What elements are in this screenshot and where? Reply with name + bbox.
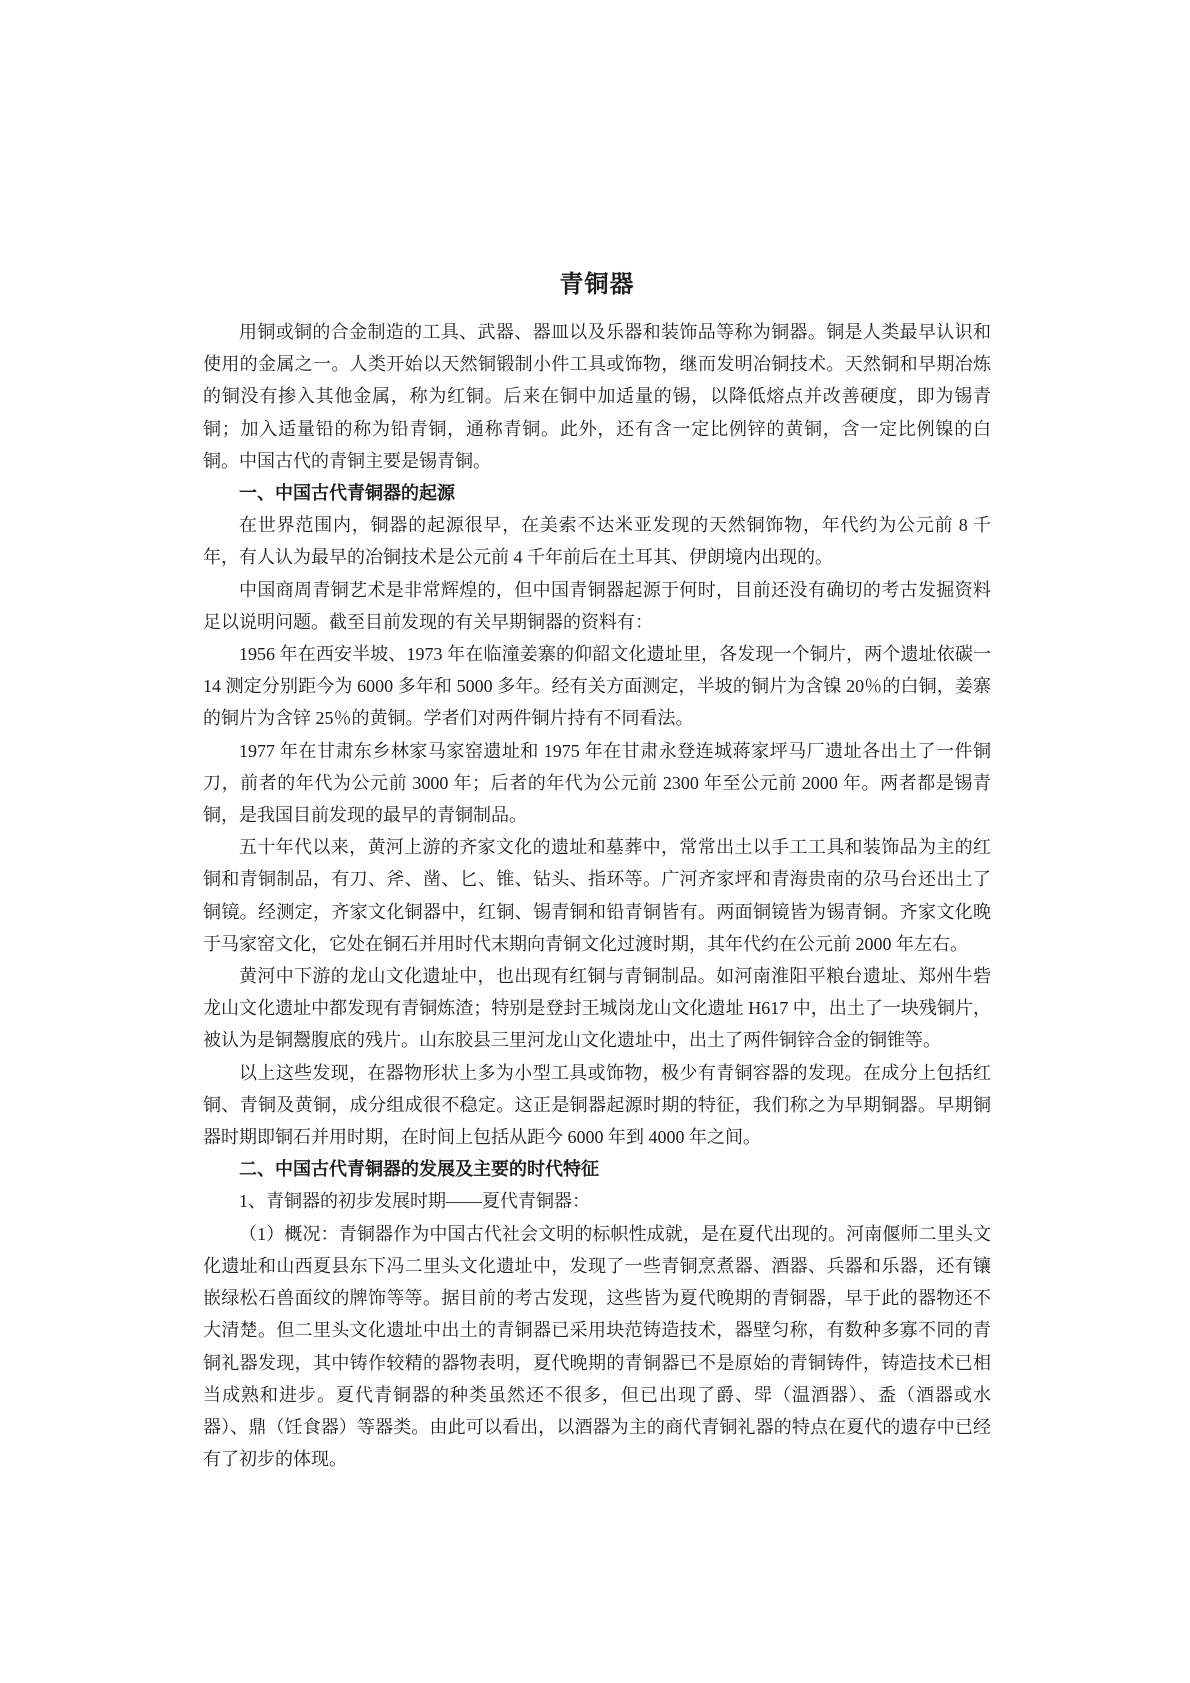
paragraph: 用铜或铜的合金制造的工具、武器、器皿以及乐器和装饰品等称为铜器。铜是人类最早认识和使用的金属之一。人类开始以天然铜锻制小件工具或饰物，继而发明冶铜技术。天然铜和早期冶炼的铜没有掺入其他金属，称为红铜。后来在铜中加适量的锡，以降低熔点并改善硬度，即为锡青铜；加入适量铅的称为铅青铜，通称青铜。此外，还有含一定比例锌的黄铜，含一定比例镍的白铜。中国古代的青铜主要是锡青铜。 [203, 322, 991, 471]
document-content [203, 268, 991, 1475]
document-title: 青铜器 [559, 272, 635, 298]
document-body [203, 316, 991, 1475]
paragraph: 1977 年在甘肃东乡林家马家窑遗址和 1975 年在甘肃永登连城蒋家坪马厂遗址各出土了一件铜刀，前者的年代为公元前 3000 年；后者的年代为公元前 2300 年至公元前 2000 年。两者都是锡青铜，是我国目前发现的最早的青铜制品。 [203, 740, 991, 826]
paragraph: 1、青铜器的初步发展时期——夏代青铜器： [239, 1191, 590, 1212]
paragraph: 1956 年在西安半坡、1973 年在临潼姜寨的仰韶文化遗址里，各发现一个铜片，两个遗址依碳一14 测定分别距今为 6000 多年和 5000 多年。经有关方面测定，半坡的铜片为含镍 20％的白铜，姜寨的铜片为含锌 25％的黄铜。学者们对两件铜片持有不同看法。 [203, 644, 991, 729]
paragraph: 五十年代以来，黄河上游的齐家文化的遗址和墓葬中，常常出土以手工工具和装饰品为主的红铜和青铜制品，有刀、斧、凿、匕、锥、钻头、指环等。广河齐家坪和青海贵南的尕马台还出土了铜镜。经测定，齐家文化铜器中，红铜、锡青铜和铅青铜皆有。两面铜镜皆为锡青铜。齐家文化晚于马家窑文化，它处在铜石并用时代末期向青铜文化过渡时期，其年代约在公元前 2000 年左右。 [203, 837, 991, 954]
paragraph: （1）概况：青铜器作为中国古代社会文明的标帜性成就，是在夏代出现的。河南偃师二里头文化遗址和山西夏县东下冯二里头文化遗址中，发现了一些青铜烹煮器、酒器、兵器和乐器，还有镶嵌绿松石兽面纹的牌饰等等。据目前的考古发现，这些皆为夏代晚期的青铜器，早于此的器物还不大清楚。但二里头文化遗址中出土的青铜器已采用块范铸造技术，器壁匀称，有数种多寡不同的青铜礼器发现，其中铸作较精的器物表明，夏代晚期的青铜器已不是原始的青铜铸件，铸造技术已相当成熟和进步。夏代青铜器的种类虽然还不很多，但已出现了爵、斝（温酒器）、盉（酒器或水器）、鼎（饪食器）等器类。由此可以看出，以酒器为主的商代青铜礼器的特点在夏代的遗存中已经有了初步的体现。 [203, 1223, 991, 1470]
paragraph: 在世界范围内，铜器的起源很早，在美索不达米亚发现的天然铜饰物，年代约为公元前 8 千年，有人认为最早的冶铜技术是公元前 4 千年前后在土耳其、伊朗境内出现的。 [203, 515, 991, 568]
paragraph: 以上这些发现，在器物形状上多为小型工具或饰物，极少有青铜容器的发现。在成分上包括红铜、青铜及黄铜，成分组成很不稳定。这正是铜器起源时期的特征，我们称之为早期铜器。早期铜器时期即铜石并用时期，在时间上包括从距今 6000 年到 4000 年之间。 [203, 1062, 991, 1148]
section-heading: 一、中国古代青铜器的起源 [239, 483, 455, 504]
paragraph: 黄河中下游的龙山文化遗址中，也出现有红铜与青铜制品。如河南淮阳平粮台遗址、郑州牛砦龙山文化遗址中都发现有青铜炼渣；特别是登封王城岗龙山文化遗址 H617 中，出土了一块残铜片，被认为是铜鬶腹底的残片。山东胶县三里河龙山文化遗址中，出土了两件铜锌合金的铜锥等。 [203, 966, 991, 1051]
section-heading: 二、中国古代青铜器的发展及主要的时代特征 [239, 1159, 599, 1180]
paragraph: 中国商周青铜艺术是非常辉煌的，但中国青铜器起源于何时，目前还没有确切的考古发掘资料足以说明问题。截至目前发现的有关早期铜器的资料有： [203, 579, 991, 632]
